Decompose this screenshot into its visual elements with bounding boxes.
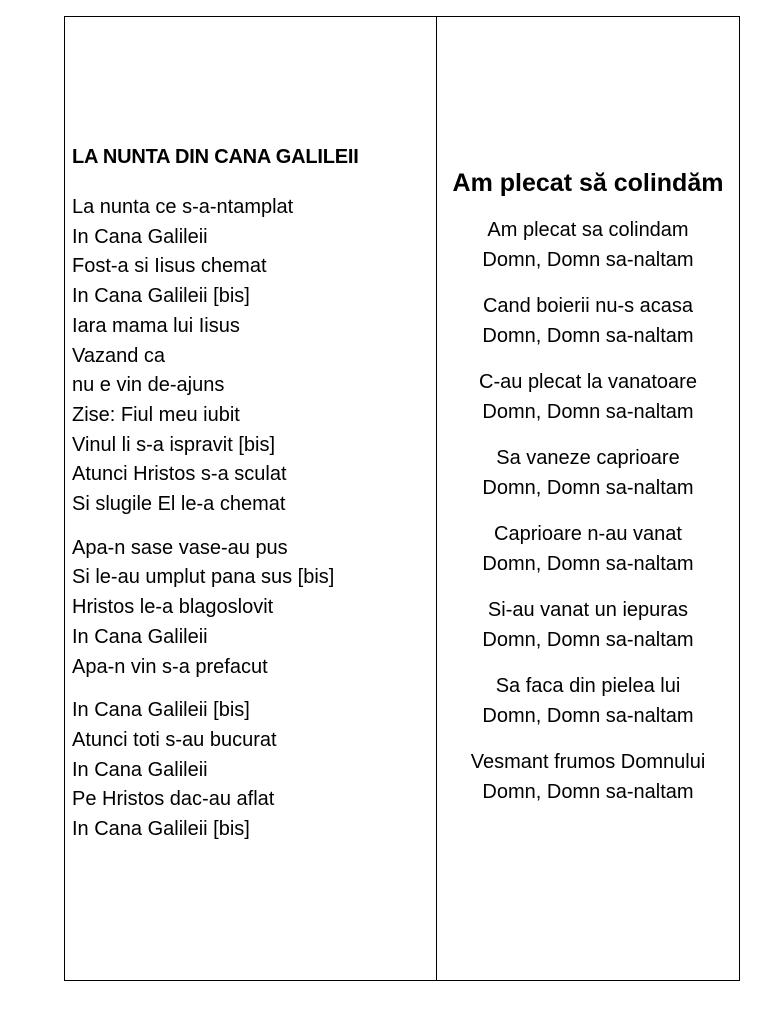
stanza: [437, 747, 739, 807]
stanza: [72, 193, 430, 520]
stanza: [437, 519, 739, 579]
lyric-line: Vesmant frumos Domnului: [470, 751, 706, 773]
left-column: [65, 17, 437, 980]
left-song-title: LA NUNTA DIN CANA GALILEII: [72, 146, 359, 168]
lyric-line: Domn, Domn sa-naltam: [482, 553, 694, 575]
lyric-line: Fost-a si Iisus chemat: [72, 255, 267, 278]
lyric-line: Sa faca din pielea lui: [495, 675, 681, 697]
stanza: [437, 215, 739, 275]
lyrics-table: [64, 16, 740, 981]
lyric-line: Apa-n vin s-a prefacut: [72, 655, 268, 678]
lyric-line: Sa vaneze caprioare: [496, 447, 680, 469]
lyric-line: Si-au vanat un iepuras: [487, 599, 689, 621]
stanza: [437, 367, 739, 427]
lyric-line: Domn, Domn sa-naltam: [482, 401, 694, 423]
right-song-stanzas: [437, 215, 739, 807]
lyric-line: In Cana Galileii: [72, 758, 208, 781]
left-song-stanzas: [72, 193, 430, 845]
lyric-line: Domn, Domn sa-naltam: [482, 477, 694, 499]
lyric-line: Domn, Domn sa-naltam: [482, 629, 694, 651]
lyric-line: Atunci Hristos s-a sculat: [72, 463, 287, 486]
lyric-line: Apa-n sase vase-au pus: [72, 536, 288, 559]
lyric-line: Domn, Domn sa-naltam: [482, 249, 694, 271]
stanza: [437, 443, 739, 503]
lyric-line: Hristos le-a blagoslovit: [72, 596, 274, 619]
lyric-line: In Cana Galileii: [72, 625, 208, 648]
lyric-line: Si slugile El le-a chemat: [72, 493, 286, 516]
lyric-line: Cand boierii nu-s acasa: [482, 295, 694, 317]
lyric-line: Zise: Fiul meu iubit: [72, 403, 240, 426]
lyric-line: Domn, Domn sa-naltam: [482, 705, 694, 727]
lyric-line: C-au plecat la vanatoare: [479, 371, 697, 393]
lyric-line: Am plecat sa colindam: [487, 219, 689, 241]
lyric-line: Atunci toti s-au bucurat: [72, 728, 277, 751]
lyric-line: In Cana Galileii [bis]: [72, 818, 250, 841]
stanza: [437, 671, 739, 731]
lyric-line: Domn, Domn sa-naltam: [482, 781, 694, 803]
lyric-line: In Cana Galileii [bis]: [72, 285, 250, 308]
lyric-line: Si le-au umplut pana sus [bis]: [72, 566, 335, 589]
lyric-line: Domn, Domn sa-naltam: [482, 325, 694, 347]
lyric-line: Caprioare n-au vanat: [494, 523, 682, 545]
lyric-line: Vinul li s-a ispravit [bis]: [72, 433, 276, 456]
lyric-line: In Cana Galileii: [72, 225, 208, 248]
left-song: [72, 143, 430, 859]
stanza: [72, 696, 430, 845]
lyric-line: La nunta ce s-a-ntamplat: [72, 196, 294, 218]
stanza: [72, 534, 430, 683]
lyric-line: nu e vin de-ajuns: [72, 374, 225, 397]
lyric-line: Iara mama lui Iisus: [72, 314, 240, 337]
stanza: [437, 595, 739, 655]
right-song: [437, 165, 739, 823]
lyric-line: In Cana Galileii [bis]: [72, 699, 250, 722]
lyric-line: Vazand ca: [72, 344, 166, 367]
right-column: [437, 17, 739, 980]
lyric-line: Pe Hristos dac-au aflat: [72, 788, 275, 811]
right-song-title: Am plecat să colindăm: [452, 169, 724, 197]
stanza: [437, 291, 739, 351]
